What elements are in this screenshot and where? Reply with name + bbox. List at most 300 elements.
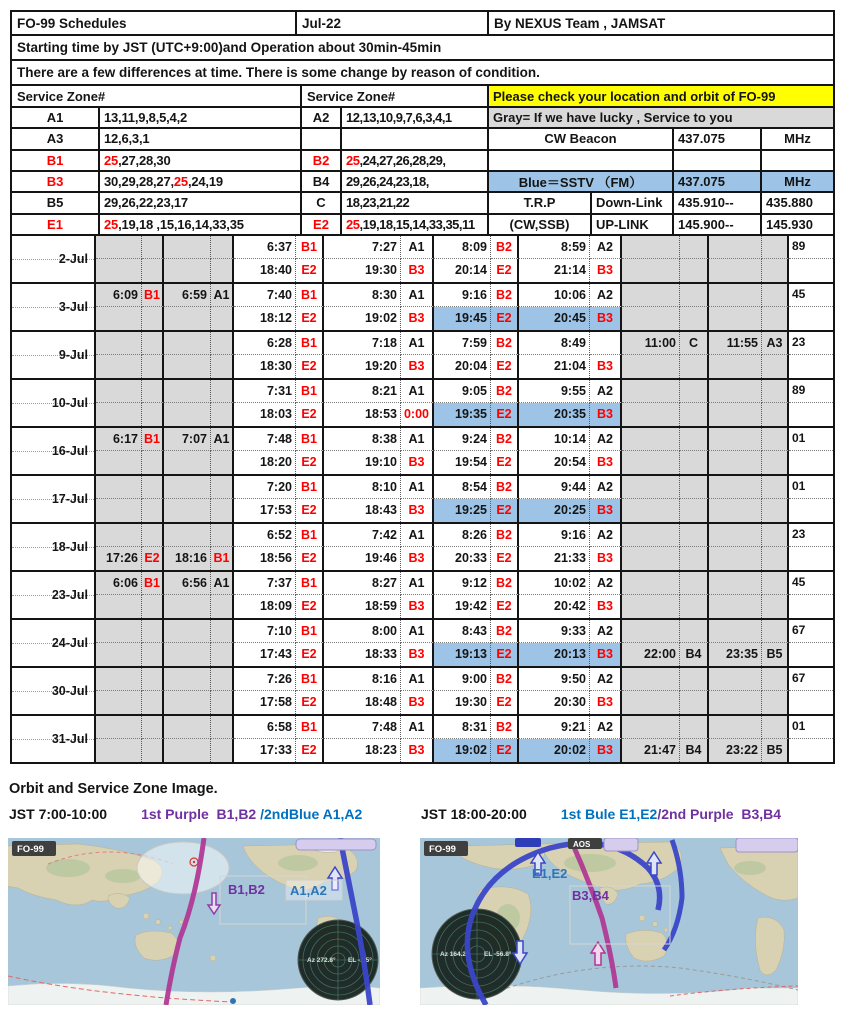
pass-zone-cell [762, 428, 789, 451]
pass-time-cell [164, 332, 211, 355]
pass-zone-cell [142, 716, 164, 739]
pass-time-cell: 18:56 [234, 547, 296, 570]
schedule-row-group [12, 284, 833, 332]
pass-time-cell [709, 307, 762, 330]
subtitle-line-1: Starting time by JST (UTC+9:00)and Operation about 30min-45min [12, 36, 833, 61]
pass-time-cell: 19:10 [324, 451, 401, 474]
legend-am [9, 806, 362, 822]
pass-time-cell: 6:52 [234, 524, 296, 547]
pass-time-cell: 18:12 [234, 307, 296, 330]
downlink-freq-end: 435.880 [762, 193, 833, 214]
schedule-table [12, 236, 833, 762]
sstv-freq: 437.075 [674, 172, 762, 193]
zone-label [302, 129, 342, 150]
pass-zone-cell: E2 [491, 499, 519, 522]
pass-time-cell: 19:42 [434, 595, 491, 618]
pass-time-cell: 6:56 [164, 572, 211, 595]
pass-time-cell: 8:10 [324, 476, 401, 499]
pass-time-cell: 19:13 [434, 643, 491, 666]
pass-zone-cell [211, 643, 234, 666]
pass-time-cell: 7:48 [324, 716, 401, 739]
zone-label: B2 [302, 151, 342, 172]
pass-zone-cell [142, 259, 164, 282]
pass-zone-cell: B3 [401, 307, 434, 330]
pass-zone-cell: B3 [401, 691, 434, 714]
orbit-number-cell [789, 595, 833, 618]
pass-time-cell: 8:43 [434, 620, 491, 643]
zone-label: A2 [302, 108, 342, 129]
pass-time-cell [622, 691, 680, 714]
pass-zone-cell: B1 [296, 476, 324, 499]
pass-zone-cell: A1 [401, 284, 434, 307]
pass-time-cell [96, 259, 142, 282]
pass-time-cell: 19:45 [434, 307, 491, 330]
pass-time-cell: 8:09 [434, 236, 491, 259]
toolbar-pill [604, 838, 638, 851]
pass-zone-cell: B3 [401, 499, 434, 522]
pass-time-cell: 8:49 [519, 332, 590, 355]
pass-time-cell: 9:24 [434, 428, 491, 451]
pass-zone-cell: A2 [590, 668, 622, 691]
cw-beacon-freq: 437.075 [674, 129, 762, 150]
date-cell [12, 476, 96, 522]
pass-time-cell: 10:06 [519, 284, 590, 307]
zone-label: A1 [12, 108, 100, 129]
pass-time-cell: 19:25 [434, 499, 491, 522]
pass-zone-cell [142, 380, 164, 403]
date-cell [12, 380, 96, 426]
pass-time-cell: 9:33 [519, 620, 590, 643]
pass-time-cell: 23:22 [709, 739, 762, 762]
pass-time-cell: 6:17 [96, 428, 142, 451]
cwssb-label: (CW,SSB) [489, 215, 592, 236]
pass-time-cell [622, 380, 680, 403]
pass-zone-cell [762, 499, 789, 522]
pass-zone-cell [762, 307, 789, 330]
pass-time-cell: 19:02 [324, 307, 401, 330]
pass-time-cell [96, 476, 142, 499]
pass-time-cell: 17:43 [234, 643, 296, 666]
pass-time-cell: 19:20 [324, 355, 401, 378]
pass-time-cell [96, 691, 142, 714]
pass-time-cell: 6:58 [234, 716, 296, 739]
schedule-row-group [12, 668, 833, 716]
pass-zone-cell: B2 [491, 668, 519, 691]
pass-zone-cell: E2 [296, 355, 324, 378]
pass-zone-cell: B3 [401, 643, 434, 666]
pass-zone-cell [680, 428, 709, 451]
subtitle-line-2: There are a few differences at time. There is some change by reason of condition. [12, 61, 833, 86]
pass-zone-cell: B5 [762, 739, 789, 762]
schedule-frame [10, 10, 835, 764]
pass-zone-cell [142, 451, 164, 474]
pass-zone-cell [211, 332, 234, 355]
pass-time-cell: 7:42 [324, 524, 401, 547]
date-cell [12, 572, 96, 618]
pass-time-cell [622, 547, 680, 570]
zone-numbers [100, 193, 302, 214]
pass-time-cell: 10:02 [519, 572, 590, 595]
pass-zone-cell [142, 307, 164, 330]
pass-zone-cell [762, 620, 789, 643]
pass-zone-cell: C [680, 332, 709, 355]
pass-time-cell [622, 236, 680, 259]
pass-time-cell: 18:43 [324, 499, 401, 522]
zone-label: C [302, 193, 342, 214]
downlink-label: Down-Link [592, 193, 674, 214]
pass-zone-cell [680, 380, 709, 403]
pass-zone-cell: B1 [142, 572, 164, 595]
pass-zone-cell: B3 [401, 547, 434, 570]
pass-zone-cell [211, 355, 234, 378]
pass-time-cell [96, 451, 142, 474]
pass-zone-cell: B3 [590, 355, 622, 378]
pass-time-cell [96, 524, 142, 547]
pass-zone-cell: A1 [211, 572, 234, 595]
pass-zone-cell: B2 [491, 620, 519, 643]
orbit-map-pm [420, 838, 798, 1005]
pass-zone-cell [211, 716, 234, 739]
zone-number-segment: 30,29,28,27, [104, 174, 174, 190]
pass-time-cell: 19:46 [324, 547, 401, 570]
pass-time-cell: 7:20 [234, 476, 296, 499]
downlink-freq-start: 435.910-- [674, 193, 762, 214]
pass-zone-cell [680, 691, 709, 714]
pass-time-cell [709, 595, 762, 618]
zone-number-segment: 18,23,21,22 [346, 195, 410, 211]
radar-elevation: EL -56.8° [484, 951, 512, 958]
pass-time-cell: 8:16 [324, 668, 401, 691]
pass-time-cell: 20:13 [519, 643, 590, 666]
pass-time-cell: 8:54 [434, 476, 491, 499]
pass-zone-cell [762, 595, 789, 618]
pass-zone-cell: B2 [491, 476, 519, 499]
pass-time-cell: 9:16 [519, 524, 590, 547]
orbit-number-cell [789, 403, 833, 426]
pass-time-cell: 7:18 [324, 332, 401, 355]
pass-time-cell [96, 236, 142, 259]
toolbar-pill [296, 839, 376, 850]
date-label: 30-Jul [51, 683, 88, 698]
pass-zone-cell [680, 307, 709, 330]
pass-zone-cell [142, 524, 164, 547]
pass-time-cell: 19:35 [434, 403, 491, 426]
pass-zone-cell [680, 668, 709, 691]
pass-zone-cell: B1 [142, 428, 164, 451]
pass-zone-cell: A1 [401, 476, 434, 499]
orbit-number-cell [789, 307, 833, 330]
pass-zone-cell: B3 [401, 355, 434, 378]
footprint-ellipse [137, 842, 229, 894]
pass-time-cell [96, 355, 142, 378]
zone-header-left: Service Zone# [12, 86, 302, 108]
pass-time-cell: 6:06 [96, 572, 142, 595]
pass-zone-cell [142, 476, 164, 499]
pass-zone-cell [762, 451, 789, 474]
pass-zone-cell [142, 668, 164, 691]
pass-zone-cell [680, 572, 709, 595]
pass-zone-cell [142, 499, 164, 522]
pass-zone-cell: E2 [296, 547, 324, 570]
pass-zone-cell [680, 524, 709, 547]
zone-number-segment: ,27,28,30 [118, 152, 171, 168]
schedule-row-group [12, 428, 833, 476]
pass-zone-cell: E2 [296, 739, 324, 762]
date-label: 16-Jul [51, 443, 88, 458]
pass-zone-cell: B5 [762, 643, 789, 666]
pass-time-cell [622, 403, 680, 426]
orbit-number-cell [789, 643, 833, 666]
pass-time-cell [96, 643, 142, 666]
pass-time-cell: 11:55 [709, 332, 762, 355]
pass-time-cell [96, 403, 142, 426]
pass-time-cell [709, 451, 762, 474]
pass-time-cell [164, 643, 211, 666]
pass-zone-cell: A2 [590, 620, 622, 643]
orbit-number-cell [789, 739, 833, 762]
legend-segment: /2nd Purple B3,B4 [657, 806, 782, 822]
date-label: 17-Jul [51, 491, 88, 506]
pass-time-cell: 7:10 [234, 620, 296, 643]
pass-time-cell [164, 524, 211, 547]
pass-time-cell [164, 691, 211, 714]
pass-time-cell [622, 716, 680, 739]
pass-zone-cell: B3 [590, 259, 622, 282]
pass-zone-cell [142, 595, 164, 618]
position-dot [230, 998, 236, 1004]
pass-zone-cell: B3 [401, 739, 434, 762]
pass-time-cell [164, 499, 211, 522]
pass-zone-cell: A1 [401, 428, 434, 451]
station-marker-dot [193, 861, 195, 863]
pass-zone-cell: B3 [590, 547, 622, 570]
legend-pm [421, 806, 781, 822]
pass-time-cell: 20:35 [519, 403, 590, 426]
pass-time-cell [709, 236, 762, 259]
pass-zone-cell: A1 [401, 332, 434, 355]
pass-zone-cell [142, 691, 164, 714]
pass-zone-cell: A1 [401, 572, 434, 595]
pass-zone-cell [680, 547, 709, 570]
pass-zone-cell [142, 403, 164, 426]
pass-zone-cell: E2 [296, 499, 324, 522]
pass-time-cell [622, 499, 680, 522]
cw-beacon-label: CW Beacon [489, 129, 674, 150]
pass-time-cell [164, 355, 211, 378]
pass-time-cell: 22:00 [622, 643, 680, 666]
pass-zone-cell [211, 403, 234, 426]
pass-zone-cell [762, 524, 789, 547]
zone-label: A3 [12, 129, 100, 150]
pass-zone-cell: E2 [491, 547, 519, 570]
pass-time-cell: 9:44 [519, 476, 590, 499]
sstv-unit: MHz [762, 172, 833, 193]
pass-time-cell [622, 524, 680, 547]
pass-time-cell [164, 259, 211, 282]
zone-label: E2 [302, 215, 342, 236]
map-badge-label: FO-99 [17, 844, 44, 855]
pass-time-cell: 18:30 [234, 355, 296, 378]
zone-number-segment: 25 [346, 152, 360, 168]
zone-numbers [342, 108, 489, 129]
pass-zone-cell [142, 355, 164, 378]
pass-zone-cell [680, 403, 709, 426]
pass-time-cell: 7:59 [434, 332, 491, 355]
trp-label: T.R.P [489, 193, 592, 214]
pass-zone-cell [762, 691, 789, 714]
pass-time-cell [709, 499, 762, 522]
pass-zone-cell [590, 332, 622, 355]
date-cell [12, 668, 96, 714]
pass-time-cell [164, 236, 211, 259]
zone-number-segment: 13,11,9,8,5,4,2 [104, 110, 188, 126]
pass-zone-cell: B3 [590, 643, 622, 666]
legend-segment: /2ndBlue A1,A2 [260, 806, 363, 822]
pass-zone-cell: B3 [590, 403, 622, 426]
radar-azimuth: Az 164.2° [440, 951, 469, 958]
pass-zone-cell: E2 [491, 643, 519, 666]
pass-time-cell [164, 739, 211, 762]
pass-time-cell [96, 380, 142, 403]
pass-time-cell: 19:02 [434, 739, 491, 762]
pass-zone-cell [680, 499, 709, 522]
date-cell [12, 284, 96, 330]
pass-zone-cell [680, 355, 709, 378]
pass-time-cell: 21:33 [519, 547, 590, 570]
pass-time-cell [709, 716, 762, 739]
pass-zone-cell: B3 [590, 739, 622, 762]
zone-number-segment: 25 [104, 216, 119, 232]
zone-numbers [100, 108, 302, 129]
pass-zone-cell: B2 [491, 236, 519, 259]
zone-numbers [342, 193, 489, 214]
pass-time-cell: 9:05 [434, 380, 491, 403]
pass-zone-cell: E2 [491, 739, 519, 762]
pass-time-cell [709, 259, 762, 282]
pass-zone-cell: B3 [401, 595, 434, 618]
pass-zone-cell [762, 547, 789, 570]
pass-time-cell [622, 355, 680, 378]
pass-zone-cell: E2 [491, 259, 519, 282]
pass-time-cell: 20:25 [519, 499, 590, 522]
pass-zone-cell: E2 [296, 691, 324, 714]
pass-zone-cell: B1 [296, 236, 324, 259]
pass-zone-cell: A1 [401, 236, 434, 259]
zone-number-segment: 25 [346, 216, 360, 232]
orbit-number-cell [789, 691, 833, 714]
zone-numbers [100, 172, 302, 193]
date-cell [12, 332, 96, 378]
schedule-row-group [12, 380, 833, 428]
date-label: 10-Jul [51, 395, 88, 410]
zone-number-segment: ,19,18,15,14,33,35,11 [359, 216, 475, 232]
pass-time-cell: 6:09 [96, 284, 142, 307]
zone-label: B5 [12, 193, 100, 214]
pass-time-cell: 9:12 [434, 572, 491, 595]
radar-azimuth: Az 272.8° [307, 957, 336, 964]
date-label: 23-Jul [51, 587, 88, 602]
aos-badge-label: AOS [573, 840, 591, 849]
schedule-row-group [12, 476, 833, 524]
pass-zone-cell: B2 [491, 572, 519, 595]
date-cell [12, 428, 96, 474]
orbit-number-cell: 67 [789, 620, 833, 643]
schedule-row-group [12, 524, 833, 572]
pass-zone-cell: B3 [401, 259, 434, 282]
pass-time-cell: 18:16 [164, 547, 211, 570]
pass-zone-cell: B1 [296, 380, 324, 403]
pass-zone-cell: E2 [491, 307, 519, 330]
orbit-number-cell: 01 [789, 716, 833, 739]
pass-time-cell: 20:04 [434, 355, 491, 378]
map-badge-label: FO-99 [429, 844, 456, 855]
zone-number-segment: 25 [173, 174, 188, 190]
pass-zone-cell [762, 355, 789, 378]
pass-zone-cell: B3 [590, 691, 622, 714]
date-cell [12, 524, 96, 570]
pass-zone-cell: E2 [296, 595, 324, 618]
pass-zone-cell: B3 [590, 499, 622, 522]
pass-zone-cell: B1 [296, 716, 324, 739]
pass-time-cell: 7:27 [324, 236, 401, 259]
pass-zone-cell: B2 [491, 332, 519, 355]
pass-zone-cell [211, 451, 234, 474]
schedule-row-group [12, 572, 833, 620]
pass-zone-cell [680, 595, 709, 618]
date-label: 24-Jul [51, 635, 88, 650]
pass-zone-cell: B1 [296, 572, 324, 595]
zone-number-segment: 29,26,24,23,18, [346, 174, 429, 190]
pass-time-cell [622, 476, 680, 499]
legend-segment: JST 7:00-10:00 [9, 806, 108, 822]
pass-zone-cell: B2 [491, 380, 519, 403]
pass-zone-cell: B2 [491, 716, 519, 739]
legend-segment: 1st Purple B1,B2 [141, 806, 261, 822]
zone-numbers [342, 215, 489, 236]
pass-zone-cell [211, 668, 234, 691]
notice-yellow: Please check your location and orbit of FO-99 [489, 86, 833, 108]
pass-time-cell: 17:33 [234, 739, 296, 762]
pass-zone-cell: E2 [296, 643, 324, 666]
pass-zone-cell: B3 [590, 451, 622, 474]
pass-time-cell [709, 403, 762, 426]
pass-time-cell [622, 259, 680, 282]
pass-zone-cell: E2 [296, 307, 324, 330]
pass-time-cell [709, 524, 762, 547]
month-label: Jul-22 [297, 12, 489, 34]
pass-zone-cell: E2 [142, 547, 164, 570]
pass-time-cell: 18:40 [234, 259, 296, 282]
pass-zone-cell [211, 236, 234, 259]
pass-zone-cell [680, 236, 709, 259]
zone-number-segment: 25 [104, 152, 119, 168]
date-label: 31-Jul [51, 731, 88, 746]
pass-time-cell [622, 595, 680, 618]
arc-badge [515, 838, 541, 847]
pass-zone-cell: E2 [296, 451, 324, 474]
pass-zone-cell: B3 [590, 307, 622, 330]
pass-time-cell: 6:37 [234, 236, 296, 259]
sstv-label: Blue＝SSTV （FM） [489, 172, 674, 193]
pass-zone-cell: B4 [680, 643, 709, 666]
pass-time-cell: 21:04 [519, 355, 590, 378]
pass-zone-cell [762, 572, 789, 595]
zone-number-segment: 12,13,10,9,7,6,3,4,1 [346, 110, 452, 126]
pass-time-cell: 18:59 [324, 595, 401, 618]
pass-time-cell: 8:26 [434, 524, 491, 547]
empty-cell [674, 151, 762, 172]
pass-time-cell: 8:31 [434, 716, 491, 739]
